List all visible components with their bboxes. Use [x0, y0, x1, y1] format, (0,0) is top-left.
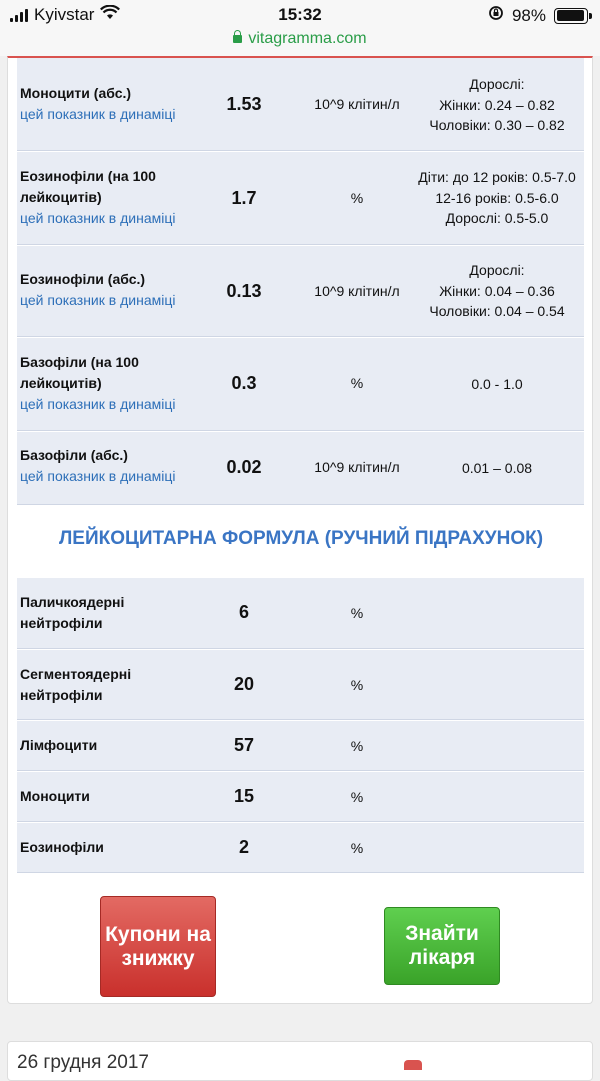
indicator-name: Еозинофіли	[20, 839, 104, 855]
battery-icon	[554, 8, 588, 24]
carrier-name: Kyivstar	[34, 5, 95, 24]
ref-line: Чоловіки: 0.04 – 0.54	[429, 303, 565, 319]
battery-group	[488, 5, 588, 26]
table-row	[17, 721, 584, 771]
table-row	[17, 823, 584, 873]
ref-line: Дорослі:	[469, 262, 525, 278]
table-row	[17, 772, 584, 822]
next-entry-card[interactable]	[7, 1041, 593, 1081]
lock-icon	[233, 35, 242, 43]
table-row	[17, 650, 584, 720]
indicator-unit: 10^9 клітин/л	[314, 283, 400, 299]
indicator-value: 2	[238, 837, 249, 857]
indicator-unit: 10^9 клітин/л	[314, 96, 400, 112]
dynamics-link[interactable]: цей показник в динаміці	[20, 468, 176, 484]
indicator-value: 1.7	[231, 188, 257, 208]
indicator-value: 0.3	[231, 373, 257, 393]
results-card	[7, 56, 593, 1004]
indicator-name: Сегментоядерні нейтрофіли	[20, 666, 132, 703]
indicator-value: 6	[238, 602, 249, 622]
reference-range	[412, 374, 582, 395]
indicator-value: 0.13	[226, 281, 262, 301]
indicator-name: Еозинофіли (абс.)	[20, 271, 146, 287]
table-row	[17, 246, 584, 337]
indicator-name: Базофіли (на 100 лейкоцитів)	[20, 354, 139, 391]
reference-range	[412, 74, 582, 136]
table-row	[17, 152, 584, 245]
indicator-unit: 10^9 клітин/л	[314, 459, 400, 475]
table-row	[17, 578, 584, 649]
orientation-lock-icon	[488, 5, 504, 26]
url-text: vitagramma.com	[248, 30, 367, 47]
dynamics-link[interactable]: цей показник в динаміці	[20, 396, 176, 412]
dynamics-link[interactable]: цей показник в динаміці	[20, 106, 176, 122]
indicator-name: Паличкоядерні нейтрофіли	[20, 594, 125, 631]
table-row	[17, 432, 584, 505]
marker-icon	[404, 1060, 422, 1070]
dynamics-link[interactable]: цей показник в динаміці	[20, 210, 176, 226]
indicator-unit: %	[350, 738, 364, 754]
find-doctor-button[interactable]: Знайти лікаря	[384, 907, 500, 985]
indicator-value: 20	[233, 674, 255, 694]
battery-percent: 98%	[511, 5, 546, 25]
status-bar	[0, 0, 600, 56]
indicator-unit: %	[350, 605, 364, 621]
table-row	[17, 58, 584, 151]
entry-date: 26 грудня 2017	[17, 1052, 149, 1073]
indicator-unit: %	[350, 677, 364, 693]
indicator-name: Еозинофіли (на 100 лейкоцитів)	[20, 168, 156, 205]
indicator-unit: %	[350, 375, 364, 391]
coupons-button[interactable]: Купони на знижку	[100, 896, 216, 997]
indicator-unit: %	[350, 190, 364, 206]
indicator-name: Моноцити	[20, 788, 90, 804]
ref-line: Жінки: 0.24 – 0.82	[439, 96, 555, 113]
address-bar[interactable]	[0, 30, 600, 48]
indicator-unit: %	[350, 840, 364, 856]
indicator-value: 1.53	[226, 94, 262, 114]
indicator-name: Базофіли (абс.)	[20, 447, 128, 463]
ref-line: Дорослі: 0.5-5.0	[445, 210, 549, 226]
indicator-name: Моноцити (абс.)	[20, 85, 132, 101]
reference-range	[412, 260, 582, 322]
ref-line: Жінки: 0.04 – 0.36	[439, 282, 555, 299]
ref-line: Чоловіки: 0.30 – 0.82	[429, 117, 565, 133]
ref-line: Діти: до 12 років: 0.5-7.0	[418, 169, 576, 185]
clock: 15:32	[278, 5, 322, 24]
ref-line: Дорослі:	[469, 76, 525, 92]
ref-line: 12-16 років: 0.5-6.0	[435, 189, 559, 206]
reference-range	[412, 458, 582, 479]
reference-range	[412, 167, 582, 229]
ref-line: 0.01 – 0.08	[461, 460, 533, 476]
section-title: ЛЕЙКОЦИТАРНА ФОРМУЛА (РУЧНИЙ ПІДРАХУНОК)	[58, 528, 544, 549]
indicator-name: Лімфоцити	[20, 737, 98, 753]
dynamics-link[interactable]: цей показник в динаміці	[20, 292, 176, 308]
indicator-value: 57	[233, 735, 255, 755]
table-row	[17, 338, 584, 431]
indicator-value: 0.02	[226, 457, 262, 477]
ref-line: 0.0 - 1.0	[471, 376, 523, 392]
indicator-value: 15	[233, 786, 255, 806]
indicator-unit: %	[350, 789, 364, 805]
